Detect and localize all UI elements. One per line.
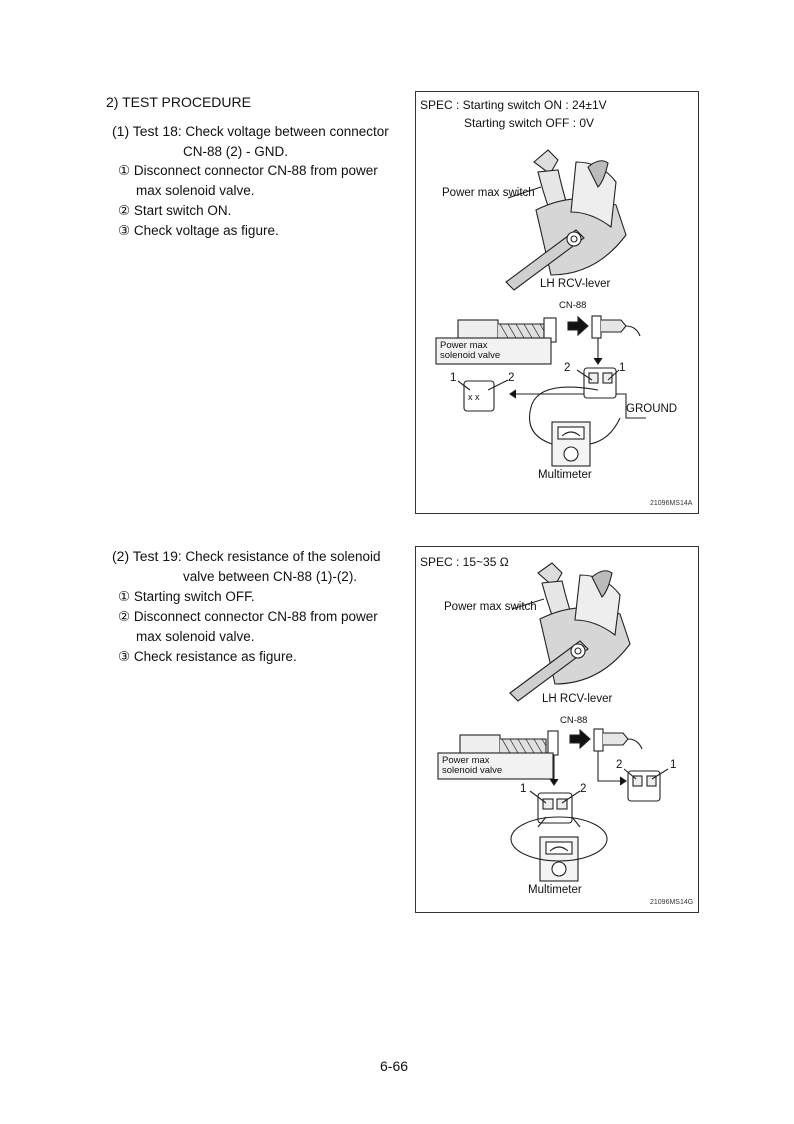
step-marker: ① [118,589,131,604]
page-number: 6-66 [380,1058,409,1074]
figure2-male-pin2: 2 [580,783,587,795]
test19-step-2 [118,609,378,625]
step-text: Start switch ON. [133,203,232,218]
test19-step-1 [118,589,255,605]
figure-test18-drawing [416,92,698,513]
test18-step-1 [118,163,378,179]
test18-desc-line1: : Check voltage between connector [177,124,389,139]
figure2-power-max-switch-label: Power max switch [444,601,537,613]
figure1-female-pin1: 1 [619,362,626,374]
solenoid-label-line2: solenoid valve [440,350,501,361]
svg-text:x x: x x [468,392,480,402]
figure1-ground-label: GROUND [626,403,678,415]
figure2-female-pin2: 2 [616,759,623,771]
figure1-female-pin2: 2 [564,362,571,374]
figure1-male-pin1: 1 [450,372,457,384]
step-marker: ③ [118,649,131,664]
test18-label: (1) Test 18 [112,123,178,139]
figure2-cn88-label: CN-88 [560,715,588,726]
figure1-spec-line1: SPEC : Starting switch ON : 24±1V [420,98,607,112]
test18-step-2 [118,203,231,219]
figure2-female-pin1: 1 [670,759,677,771]
test19-step-2-cont: max solenoid valve. [136,629,255,644]
step-marker: ② [118,609,131,624]
figure-test19 [415,546,699,913]
step-text: Disconnect connector CN-88 from power [133,609,378,624]
figure1-spec-line2: Starting switch OFF : 0V [464,116,595,130]
step-marker: ② [118,203,131,218]
figure1-code: 21096MS14A [650,500,693,507]
figure1-male-pin2: 2 [508,372,515,384]
section-number: 2) [106,94,119,110]
test19-desc-line1: : Check resistance of the solenoid [177,549,381,564]
figure2-multimeter-label: Multimeter [528,884,582,896]
test19-header [112,548,381,564]
figure2-male-pin1: 1 [520,783,527,795]
step-marker: ③ [118,223,131,238]
solenoid-label-line1: Power max [440,340,488,351]
figure1-cn88-label: CN-88 [559,300,587,311]
figure2-solenoid-label [442,756,502,776]
step-text: Check resistance as figure. [133,649,297,664]
test18-step-3 [118,223,279,239]
section-heading [106,94,251,110]
test18-desc-line2: CN-88 (2) - GND. [183,144,289,159]
figure1-multimeter-label: Multimeter [538,469,592,481]
figure2-spec: SPEC : 15~35 Ω [420,555,509,569]
test19-label: (2) Test 19 [112,548,178,564]
step-marker: ① [118,163,131,178]
figure2-lh-rcv-lever-label: LH RCV-lever [542,693,613,705]
figure-test18 [415,91,699,514]
figure1-solenoid-label [440,341,500,361]
figure2-code: 21096MS14G [650,899,694,906]
solenoid-label-line1: Power max [442,755,490,766]
figure1-power-max-switch-label: Power max switch [442,187,535,199]
step-text: Check voltage as figure. [133,223,279,238]
solenoid-label-line2: solenoid valve [442,765,503,776]
figure1-lh-rcv-lever-label: LH RCV-lever [540,278,611,290]
section-title: TEST PROCEDURE [122,94,251,110]
test19-step-3 [118,649,297,665]
test18-header [112,123,389,139]
step-text: Disconnect connector CN-88 from power [133,163,378,178]
test19-desc-line2: valve between CN-88 (1)-(2). [183,569,358,584]
test18-step-1-cont: max solenoid valve. [136,183,255,198]
step-text: Starting switch OFF. [133,589,255,604]
